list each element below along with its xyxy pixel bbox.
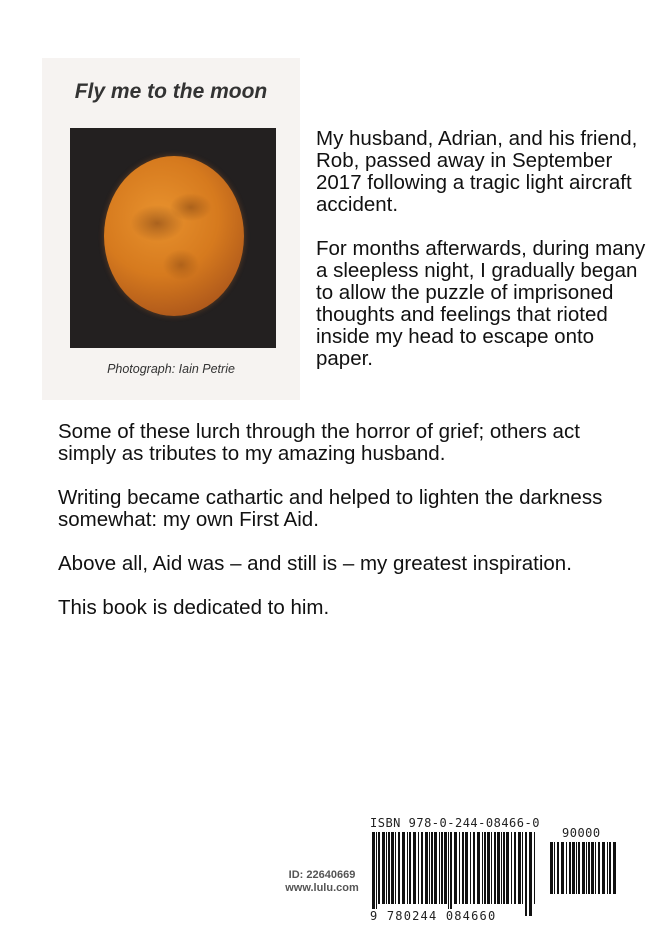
barcode-bar	[421, 832, 423, 904]
barcode-bar	[378, 832, 380, 904]
barcode-bar	[431, 832, 433, 904]
barcode-bar	[448, 832, 449, 916]
barcode-bar	[441, 832, 443, 904]
barcode-bar	[391, 832, 394, 904]
barcode-bar	[506, 832, 509, 904]
body-text	[58, 421, 628, 641]
barcode-bar	[595, 842, 596, 894]
barcode-bar	[566, 842, 567, 894]
barcode-block	[362, 812, 630, 926]
barcode-bar	[487, 832, 490, 904]
cover-photo-panel	[42, 58, 300, 400]
barcode-bar	[444, 832, 447, 904]
photo-credit: Photograph: Iain Petrie	[107, 362, 235, 376]
barcode-bar	[491, 832, 492, 904]
barcode-bar	[407, 832, 408, 904]
barcode-bar	[582, 842, 585, 894]
barcode-bar	[514, 832, 516, 904]
barcode-bar	[465, 832, 468, 904]
ean-digits: 9 780244 084660	[370, 909, 497, 923]
barcode-bar	[376, 832, 377, 916]
publisher-url: www.lulu.com	[285, 882, 359, 894]
barcode-bar	[439, 832, 440, 904]
barcode-bar	[598, 842, 600, 894]
barcode-bar	[462, 832, 464, 904]
barcode-bar	[609, 842, 611, 894]
barcode-bar	[459, 832, 460, 904]
body-paragraph: Writing became cathartic and helped to lighten the darkness somewhat: my own First Aid.	[58, 486, 603, 531]
moon-photograph	[70, 128, 276, 348]
barcode-bar	[576, 842, 577, 894]
barcode-bar	[501, 832, 502, 904]
barcode-bar	[572, 842, 575, 894]
price-code: 90000	[562, 826, 601, 840]
barcode-bar	[525, 832, 527, 916]
barcode-bar	[494, 832, 496, 904]
isbn-label: ISBN 978-0-244-08466-0	[370, 816, 540, 830]
barcode-bar	[518, 832, 521, 904]
price-addon-barcode	[548, 842, 620, 906]
barcode-bar	[473, 832, 475, 904]
barcode-bar	[534, 832, 535, 904]
isbn-barcode	[370, 832, 540, 916]
barcode-bar	[482, 832, 483, 904]
moon-image	[104, 156, 244, 316]
barcode-bar	[413, 832, 416, 904]
barcode-bar	[470, 832, 471, 904]
barcode-bar	[591, 842, 594, 894]
barcode-bar	[450, 832, 452, 916]
barcode-bar	[409, 832, 411, 904]
barcode-bar	[503, 832, 505, 904]
barcode-bar	[386, 832, 387, 904]
barcode-bar	[511, 832, 512, 904]
publisher-info	[272, 869, 372, 895]
barcode-bar	[382, 832, 385, 904]
barcode-bar	[557, 842, 559, 894]
body-paragraph: This book is dedicated to him.	[58, 596, 330, 619]
body-paragraph: Above all, Aid was – and still is – my greatest inspiration.	[58, 552, 572, 575]
barcode-bar	[418, 832, 419, 904]
barcode-bar	[578, 842, 580, 894]
barcode-bar	[477, 832, 480, 904]
barcode-bar	[550, 842, 553, 894]
intro-paragraph: My husband, Adrian, and his friend, Rob, passed away in September 2017 following a tragic light aircraft accident.	[316, 127, 638, 216]
barcode-bar	[586, 842, 587, 894]
barcode-bar	[602, 842, 605, 894]
barcode-bar	[388, 832, 390, 904]
barcode-bar	[402, 832, 405, 904]
barcode-bar	[497, 832, 500, 904]
barcode-bar	[529, 832, 532, 916]
barcode-bar	[588, 842, 590, 894]
barcode-bar	[434, 832, 437, 904]
barcode-bar	[522, 832, 523, 904]
barcode-bar	[372, 832, 375, 916]
barcode-bar	[569, 842, 571, 894]
barcode-bar	[484, 832, 486, 904]
barcode-bar	[554, 842, 555, 894]
barcode-bar	[395, 832, 396, 904]
barcode-bar	[425, 832, 428, 904]
photo-title: Fly me to the moon	[74, 80, 268, 103]
barcode-bar	[561, 842, 564, 894]
barcode-bar	[613, 842, 616, 894]
intro-text	[316, 128, 646, 392]
barcode-bar	[607, 842, 608, 894]
barcode-bar	[398, 832, 400, 904]
intro-paragraph: For months afterwards, during many a sleepless night, I gradually began to allow the puzzle of imprisoned thoughts and feelings that rioted inside my head to escape onto paper.	[316, 237, 646, 370]
body-paragraph: Some of these lurch through the horror of grief; others act simply as tributes to my amazing husband.	[58, 420, 580, 465]
barcode-bar	[454, 832, 457, 904]
barcode-bar	[429, 832, 430, 904]
publisher-id: ID: 22640669	[288, 869, 356, 881]
